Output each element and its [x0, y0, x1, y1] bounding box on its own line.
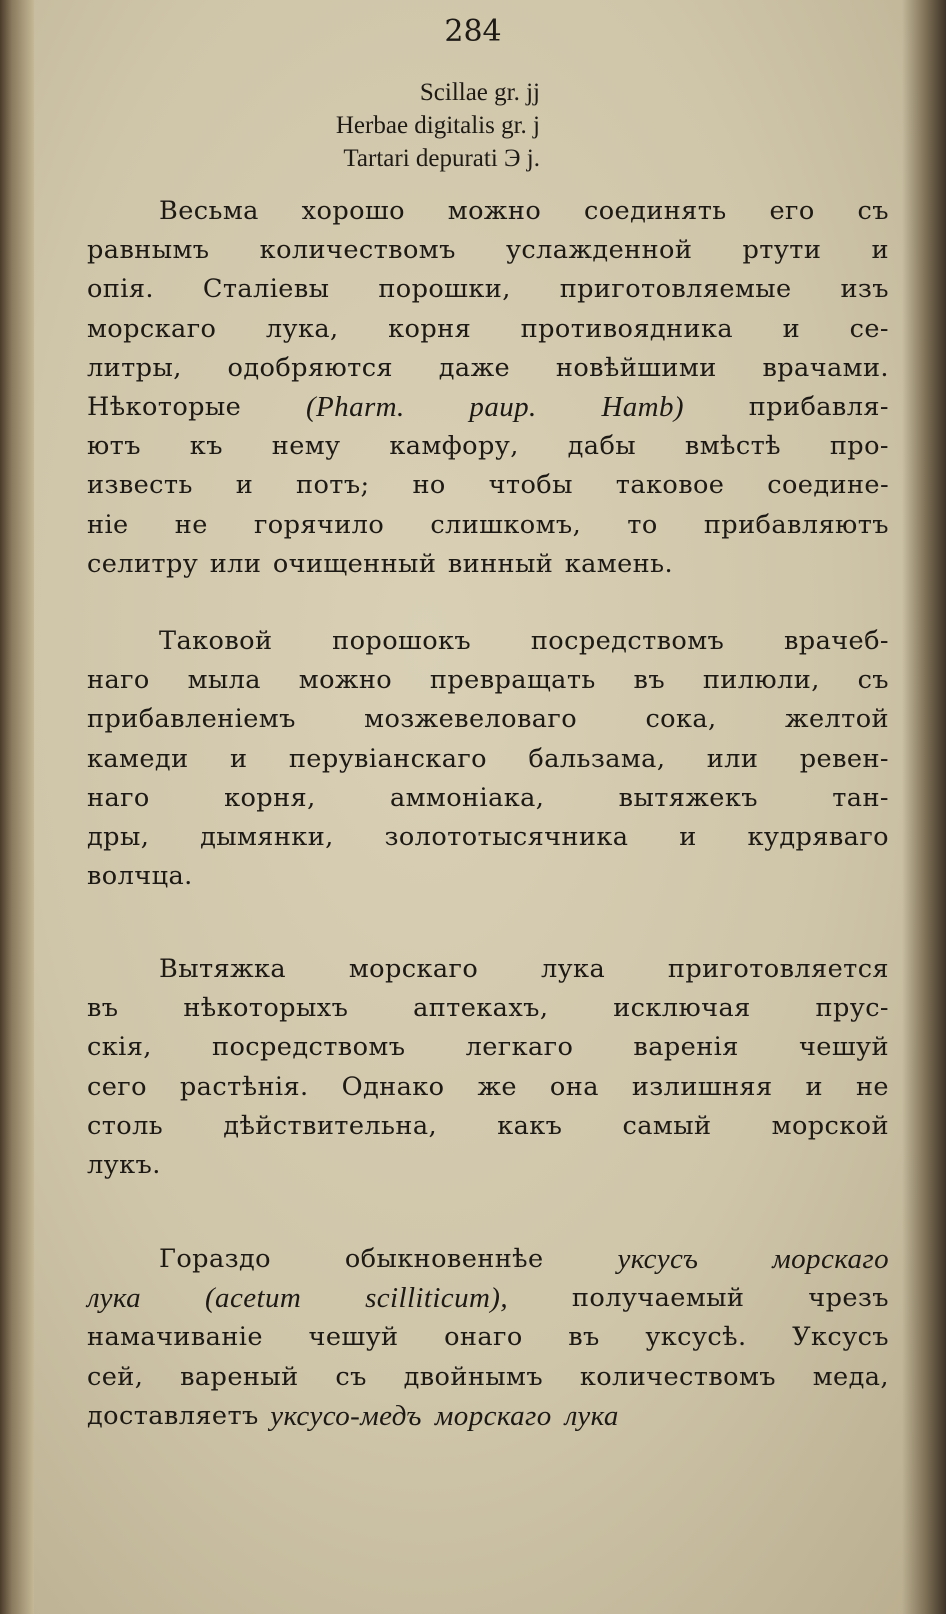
word: винный	[447, 548, 554, 579]
word: селитру	[87, 548, 199, 579]
word: морскаго	[348, 954, 479, 984]
word: изъ	[840, 274, 889, 305]
word: варенія	[633, 1032, 739, 1063]
word: перувіанскаго	[288, 743, 487, 774]
paragraph-3	[87, 950, 889, 1185]
word: чтобы	[488, 470, 573, 501]
word: потъ;	[296, 470, 370, 501]
word: можно	[447, 196, 542, 226]
word: камень.	[564, 548, 673, 579]
word: легкаго	[465, 1032, 574, 1063]
word: камеди	[87, 743, 189, 774]
word: корня,	[224, 782, 316, 813]
word: горячило	[253, 509, 385, 540]
text-line	[87, 545, 889, 584]
word: лукъ.	[87, 1149, 161, 1180]
word: исключая	[613, 993, 751, 1024]
word: лука	[564, 1399, 619, 1432]
text-line	[87, 427, 889, 466]
paragraph-2	[87, 622, 889, 896]
word: порошокъ	[332, 626, 472, 656]
word: соедине-	[767, 470, 889, 501]
word: онаго	[444, 1322, 523, 1353]
word: количествомъ	[259, 235, 456, 266]
word: превращать	[429, 665, 596, 696]
page-number: 284	[444, 14, 502, 49]
word: Гораздо	[159, 1244, 271, 1274]
word: не	[174, 509, 208, 540]
word: же	[477, 1071, 517, 1102]
word: получаемый	[571, 1283, 745, 1314]
word: какъ	[497, 1110, 563, 1141]
word: золототысячника	[384, 821, 629, 852]
word: самый	[622, 1110, 712, 1141]
word: scilliticum),	[365, 1282, 509, 1315]
text-line	[87, 989, 889, 1028]
word: посредствомъ	[530, 626, 725, 656]
word: лука	[87, 1282, 142, 1315]
word: и	[679, 821, 697, 852]
word: его	[769, 196, 815, 226]
word: соединять	[584, 196, 727, 226]
word: она	[549, 1071, 599, 1102]
word: кудряваго	[747, 821, 889, 852]
text-line	[87, 388, 889, 427]
word: то	[627, 509, 658, 540]
word: чешуй	[308, 1322, 399, 1353]
text-line	[87, 466, 889, 505]
paragraph-1	[87, 192, 889, 584]
word: нему	[271, 431, 341, 462]
text-line	[87, 192, 889, 231]
text-line	[87, 1146, 889, 1185]
text-line	[87, 1358, 889, 1397]
word: морскаго	[772, 1243, 889, 1275]
text-line	[87, 1318, 889, 1357]
word: ртути	[742, 235, 822, 266]
word: ютъ	[87, 431, 141, 462]
formula-line: Scillae gr. jj	[419, 79, 540, 106]
word: пилюли,	[702, 665, 820, 696]
word: количествомъ	[579, 1361, 776, 1392]
word: одобряются	[227, 352, 393, 383]
word: или	[706, 743, 759, 774]
word: и	[782, 313, 801, 344]
formula-line: Tartari depurati Э j.	[343, 145, 540, 172]
word: нѣкоторыхъ	[183, 993, 349, 1024]
text-line	[87, 622, 889, 661]
word: врачеб-	[783, 626, 889, 656]
word: ніе	[87, 509, 129, 540]
page-binding-shadow	[0, 0, 34, 1614]
word: Уксусъ	[792, 1322, 889, 1353]
text-line	[87, 349, 889, 388]
word: Hamb)	[601, 390, 684, 423]
word: чрезъ	[808, 1283, 889, 1314]
word: меда,	[812, 1361, 889, 1392]
word: дры,	[87, 821, 150, 852]
text-line	[87, 700, 889, 739]
word: и	[871, 235, 889, 266]
word: Весьма	[159, 196, 259, 226]
text-line	[87, 1397, 889, 1436]
word: намачиваніе	[87, 1322, 263, 1353]
word: Таковой	[159, 626, 273, 656]
word: уксусо-медъ	[270, 1399, 422, 1432]
word: морскаго	[87, 313, 217, 344]
word: морской	[771, 1110, 889, 1141]
word: не	[855, 1071, 889, 1102]
text-line	[87, 779, 889, 818]
word: (Pharm.	[306, 390, 405, 423]
word: дѣйствительна,	[223, 1110, 438, 1141]
word: новѣйшими	[555, 352, 717, 383]
word: прус-	[815, 993, 889, 1024]
word: чешуй	[798, 1032, 889, 1063]
word: морскаго	[434, 1399, 552, 1432]
word: съ	[335, 1361, 367, 1392]
word: въ	[87, 993, 119, 1024]
word: (acetum	[204, 1282, 302, 1315]
word: обыкновеннѣе	[344, 1244, 544, 1274]
word: излишняя	[631, 1071, 773, 1102]
text-line	[87, 1279, 889, 1318]
word: Однако	[341, 1071, 445, 1102]
word: Нѣкоторые	[87, 391, 242, 422]
word: прибавля-	[748, 391, 889, 422]
word: аптекахъ,	[413, 993, 549, 1024]
word: таковое	[615, 470, 725, 501]
word: камфору,	[389, 431, 519, 462]
word: скія,	[87, 1032, 152, 1063]
word: желтой	[785, 704, 889, 735]
word: услажденной	[505, 235, 693, 266]
word: уксусъ	[617, 1243, 699, 1275]
word: но	[412, 470, 446, 501]
word: порошки,	[378, 274, 511, 305]
word: се-	[849, 313, 889, 344]
word: вареный	[180, 1361, 299, 1392]
word: корня	[388, 313, 472, 344]
word: хорошо	[301, 196, 405, 226]
word: прибавленіемъ	[87, 704, 296, 735]
word: мозжевеловаго	[364, 704, 578, 735]
word: противоядника	[520, 313, 734, 344]
text-line	[87, 857, 889, 896]
word: къ	[189, 431, 223, 462]
word: прибавляютъ	[703, 509, 889, 540]
word: двойнымъ	[403, 1361, 544, 1392]
text-line	[87, 231, 889, 270]
word: въ	[568, 1322, 600, 1353]
word: посредствомъ	[211, 1032, 406, 1063]
prescription-formula	[180, 76, 540, 175]
formula-line: Herbae digitalis gr. j	[335, 112, 540, 139]
word: врачами.	[762, 352, 889, 383]
word: приготовляемые	[559, 274, 792, 305]
word: съ	[857, 665, 889, 696]
word: можно	[298, 665, 393, 696]
word: сока,	[645, 704, 717, 735]
text-line	[87, 270, 889, 309]
word: столь	[87, 1110, 164, 1141]
text-line	[87, 1107, 889, 1146]
word: слишкомъ,	[430, 509, 582, 540]
word: вмѣстѣ	[684, 431, 781, 462]
word: известь	[87, 470, 193, 501]
word: или	[209, 548, 262, 579]
text-line	[87, 1068, 889, 1107]
word: доставляетъ	[87, 1400, 259, 1431]
word: сего	[87, 1071, 147, 1102]
word: наго	[87, 665, 150, 696]
text-line	[87, 661, 889, 700]
word: волчца.	[87, 861, 193, 892]
word: наго	[87, 782, 150, 813]
word: въ	[633, 665, 666, 696]
word: растѣнія.	[179, 1071, 309, 1102]
word: съ	[857, 196, 889, 226]
word: сей,	[87, 1361, 144, 1392]
word: мыла	[187, 665, 261, 696]
text-line	[87, 818, 889, 857]
word: Сталіевы	[202, 274, 330, 305]
text-line	[87, 950, 889, 989]
text-line	[87, 740, 889, 779]
word: уксусѣ.	[645, 1322, 747, 1353]
word: дабы	[567, 431, 637, 462]
word: аммоніака,	[389, 782, 545, 813]
page-edge-shadow	[902, 0, 946, 1614]
word: приготовляется	[667, 954, 889, 984]
word: и	[235, 470, 254, 501]
text-line	[87, 506, 889, 545]
word: опія.	[87, 274, 154, 305]
word: Вытяжка	[159, 954, 287, 984]
text-line	[87, 1028, 889, 1067]
word: дымянки,	[200, 821, 334, 852]
paragraph-4	[87, 1240, 889, 1436]
word: даже	[438, 352, 511, 383]
word: тан-	[832, 782, 889, 813]
word: и	[805, 1071, 823, 1102]
text-line	[87, 1240, 889, 1279]
word: ревен-	[799, 743, 889, 774]
word: бальзама,	[528, 743, 666, 774]
word: и	[229, 743, 248, 774]
word: лука,	[265, 313, 339, 344]
word: равнымъ	[87, 235, 210, 266]
word: очищенный	[272, 548, 437, 579]
word: лука	[540, 954, 606, 984]
word: про-	[829, 431, 889, 462]
word: paup.	[469, 390, 537, 423]
text-line	[87, 310, 889, 349]
word: литры,	[87, 352, 182, 383]
word: вытяжекъ	[618, 782, 758, 813]
